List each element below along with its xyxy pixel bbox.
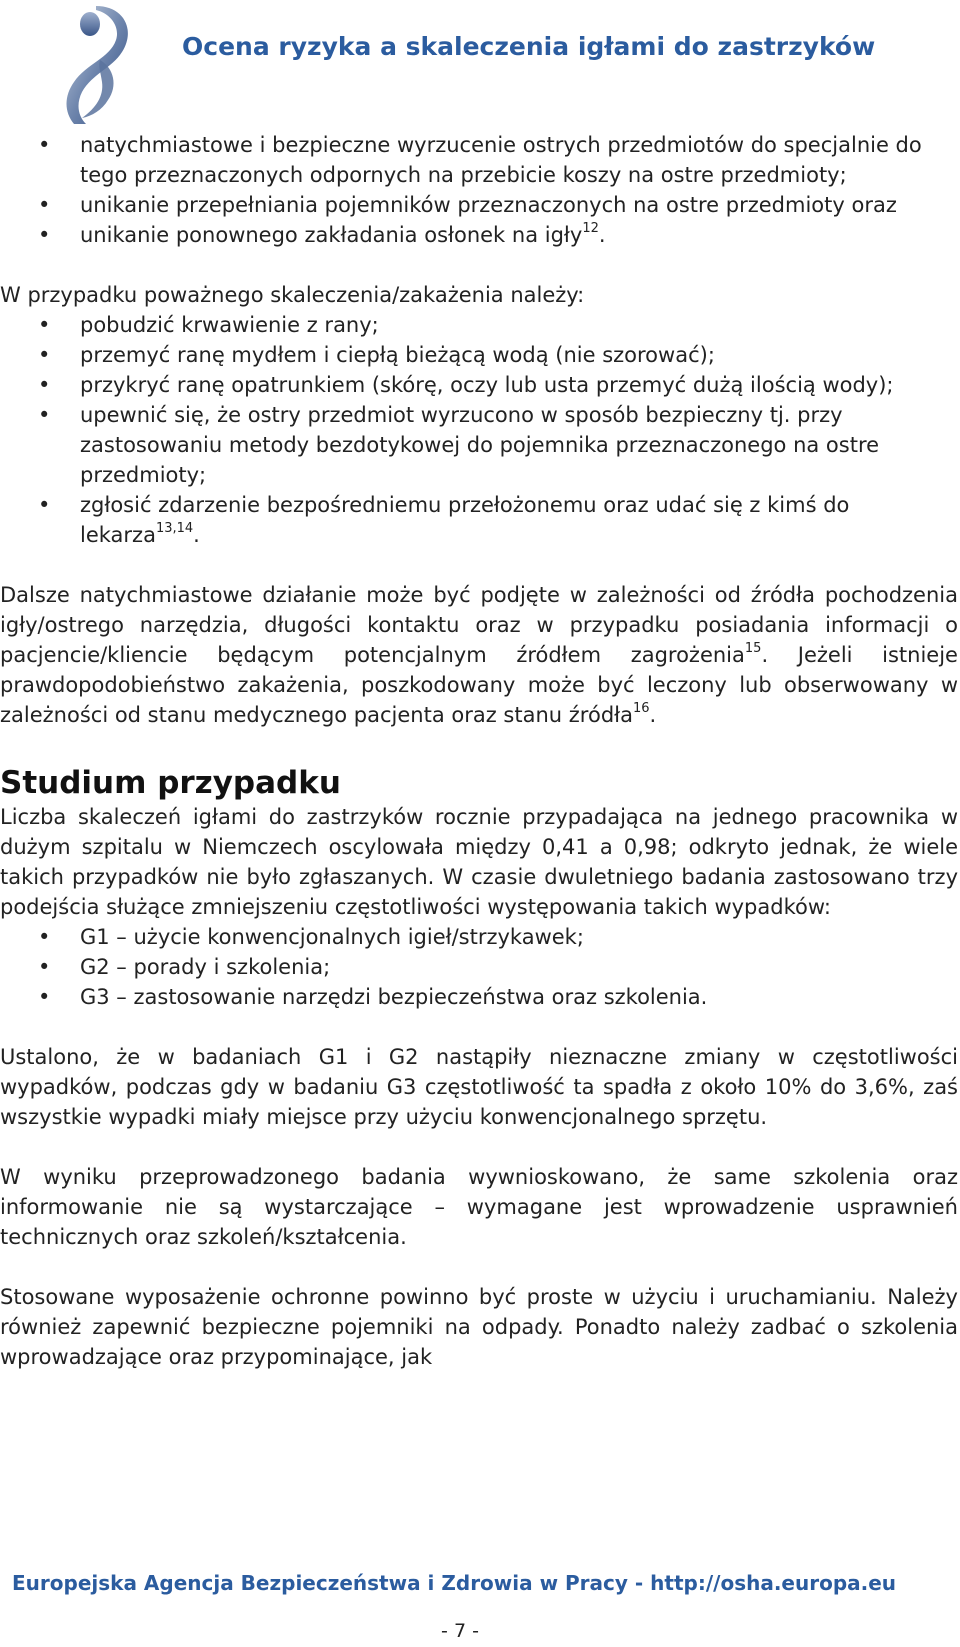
paragraph-text: . [649, 703, 657, 727]
list-item-text: upewnić się, że ostry przedmiot wyrzucono w sposób bezpieczny tj. przy zastosowaniu metody bezdotykowej do pojemnika przeznaczonego na ostre przedmioty; [80, 403, 880, 487]
footnote-ref: 12 [582, 221, 599, 236]
list-item [0, 370, 960, 400]
list-item [0, 490, 960, 550]
page-footer: Europejska Agencja Bezpieczeństwa i Zdrowia w Pracy - http://osha.europa.eu [12, 1571, 897, 1595]
list-item-text: G3 – zastosowanie narzędzi bezpieczeństwa oraz szkolenia. [80, 985, 708, 1009]
list-item [0, 982, 960, 1012]
equipment-paragraph: Stosowane wyposażenie ochronne powinno być proste w użyciu i uruchamianiu. Należy również zapewnić bezpieczne pojemniki na odpady. Ponadto należy zadbać o szkolenia wprowadzające oraz przypominające, jak [0, 1285, 958, 1369]
page-title: Ocena ryzyka a skaleczenia igłami do zastrzyków [182, 32, 876, 61]
list-item [0, 400, 960, 490]
list-item-text: natychmiastowe i bezpieczne wyrzucenie ostrych przedmiotów do specjalnie do tego przeznaczonych odpornych na przebicie koszy na ostre przedmioty; [80, 133, 922, 187]
further-action-paragraph [0, 580, 958, 730]
injury-intro-paragraph: W przypadku poważnego skaleczenia/zakażenia należy: [0, 283, 585, 307]
list-item-text: G2 – porady i szkolenia; [80, 955, 331, 979]
list-item [0, 922, 960, 952]
page-number: - 7 - [441, 1620, 479, 1642]
list-item-tail: . [193, 523, 200, 547]
list-item-text: unikanie ponownego zakładania osłonek na igły [80, 223, 583, 247]
case-study-approaches-list [0, 922, 960, 1012]
list-item-text: zgłosić zdarzenie bezpośredniemu przełożonemu oraz udać się z kimś do lekarza [80, 493, 850, 547]
list-item [0, 310, 960, 340]
paragraph-text: . Jeżeli istnieje prawdopodobieństwo zakażenia, poszkodowany może być leczony lub obserwowany w zależności od stanu medycznego pacjenta oraz stanu źródła [0, 643, 958, 727]
list-item-text: pobudzić krwawienie z rany; [80, 313, 379, 337]
list-item-text: G1 – użycie konwencjonalnych igieł/strzykawek; [80, 925, 584, 949]
list-item [0, 130, 960, 190]
list-item [0, 220, 960, 250]
footnote-ref: 15 [744, 641, 762, 656]
list-item-text: unikanie przepełniania pojemników przeznaczonych na ostre przedmioty oraz [80, 193, 897, 217]
list-item [0, 190, 960, 220]
case-study-conclusion-paragraph: W wyniku przeprowadzonego badania wywnioskowano, że same szkolenia oraz informowanie nie są wystarczające – wymagane jest wprowadzenie usprawnień technicznych oraz szkoleń/kształcenia. [0, 1165, 958, 1249]
list-item [0, 340, 960, 370]
main-content [0, 130, 960, 1372]
footnote-ref: 13,14 [155, 521, 194, 536]
agency-logo-icon [52, 0, 142, 128]
list-item-text: przykryć ranę opatrunkiem (skórę, oczy lub usta przemyć dużą ilością wody); [80, 373, 894, 397]
sharps-disposal-list [0, 130, 960, 250]
case-study-heading: Studium przypadku [0, 765, 341, 801]
footnote-ref: 16 [632, 701, 650, 716]
paragraph-text: Dalsze natychmiastowe działanie może być podjęte w zależności od źródła pochodzenia igły/ostrego narzędzia, długości kontaktu oraz w przypadku posiadania informacji o pacjencie/kliencie będącym potencjalnym źródłem zagrożenia [0, 583, 958, 667]
case-study-result-paragraph: Ustalono, że w badaniach G1 i G2 nastąpiły nieznaczne zmiany w częstotliwości wypadków, podczas gdy w badaniu G3 częstotliwość ta spadła z około 10% do 3,6%, zaś wszystkie wypadki miały miejsce przy użyciu konwencjonalnego sprzętu. [0, 1045, 958, 1129]
case-study-intro-paragraph: Liczba skaleczeń igłami do zastrzyków rocznie przypadająca na jednego pracownika w dużym szpitalu w Niemczech oscylowała między 0,41 a 0,98; odkryto jednak, że wiele takich przypadków nie było zgłaszanych. W czasie dwuletniego badania zastosowano trzy podejścia służące zmniejszeniu częstotliwości występowania takich wypadków: [0, 805, 958, 919]
page-header [0, 0, 960, 120]
injury-steps-list [0, 310, 960, 550]
list-item-tail: . [598, 223, 606, 247]
list-item [0, 952, 960, 982]
list-item-text: przemyć ranę mydłem i ciepłą bieżącą wodą (nie szorować); [80, 343, 715, 367]
